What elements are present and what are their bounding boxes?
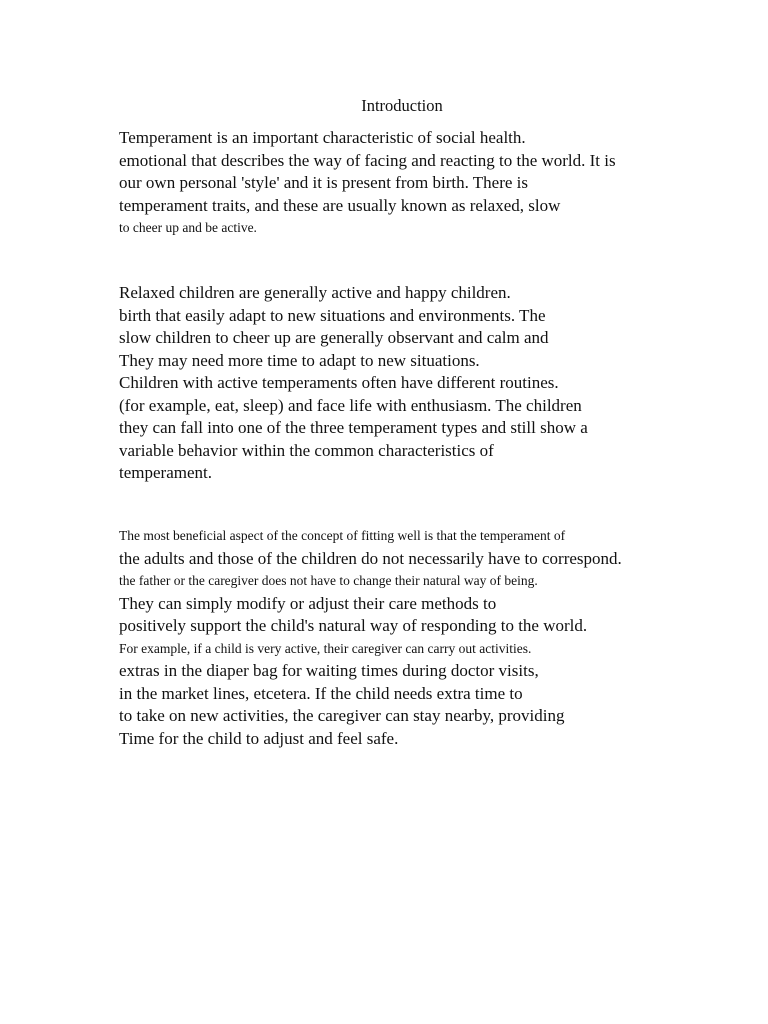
document-title: Introduction	[361, 96, 443, 115]
text-line: the father or the caregiver does not have to change their natural way of being.	[119, 573, 538, 588]
text-line: Time for the child to adjust and feel safe.	[119, 728, 399, 748]
text-line: The most beneficial aspect of the concept of fitting well is that the temperament of	[119, 528, 566, 543]
text-line: Temperament is an important characteristic of social health.	[119, 128, 526, 147]
text-line: birth that easily adapt to new situations and environments. The	[119, 305, 546, 325]
text-line: slow children to cheer up are generally observant and calm and	[119, 328, 549, 347]
text-line: the adults and those of the children do not necessarily have to correspond.	[119, 548, 622, 568]
text-line: variable behavior within the common characteristics of	[119, 440, 494, 460]
text-line: They can simply modify or adjust their care methods to	[119, 593, 497, 613]
paragraph-2	[119, 282, 719, 485]
text-line: Relaxed children are generally active and happy children.	[119, 283, 511, 302]
text-line: They may need more time to adapt to new situations.	[119, 350, 480, 370]
text-line: they can fall into one of the three temperament types and still show a	[119, 418, 588, 437]
text-line: (for example, eat, sleep) and face life with enthusiasm. The children	[119, 395, 582, 415]
text-line: For example, if a child is very active, their caregiver can carry out activities.	[119, 640, 532, 656]
text-line: to cheer up and be active.	[119, 220, 257, 235]
text-line: emotional that describes the way of facing and reacting to the world. It is	[119, 150, 616, 170]
text-line: Children with active temperaments often have different routines.	[119, 373, 559, 392]
text-line: temperament.	[119, 463, 212, 482]
text-line: our own personal 'style' and it is present from birth. There is	[119, 173, 529, 192]
paragraph-3	[119, 525, 719, 750]
text-line: positively support the child's natural way of responding to the world.	[119, 616, 588, 635]
paragraph-1	[119, 127, 719, 240]
text-line: to take on new activities, the caregiver can stay nearby, providing	[119, 706, 565, 725]
text-line: temperament traits, and these are usually known as relaxed, slow	[119, 195, 561, 215]
text-line: in the market lines, etcetera. If the child needs extra time to	[119, 683, 523, 703]
text-line: extras in the diaper bag for waiting times during doctor visits,	[119, 661, 539, 680]
